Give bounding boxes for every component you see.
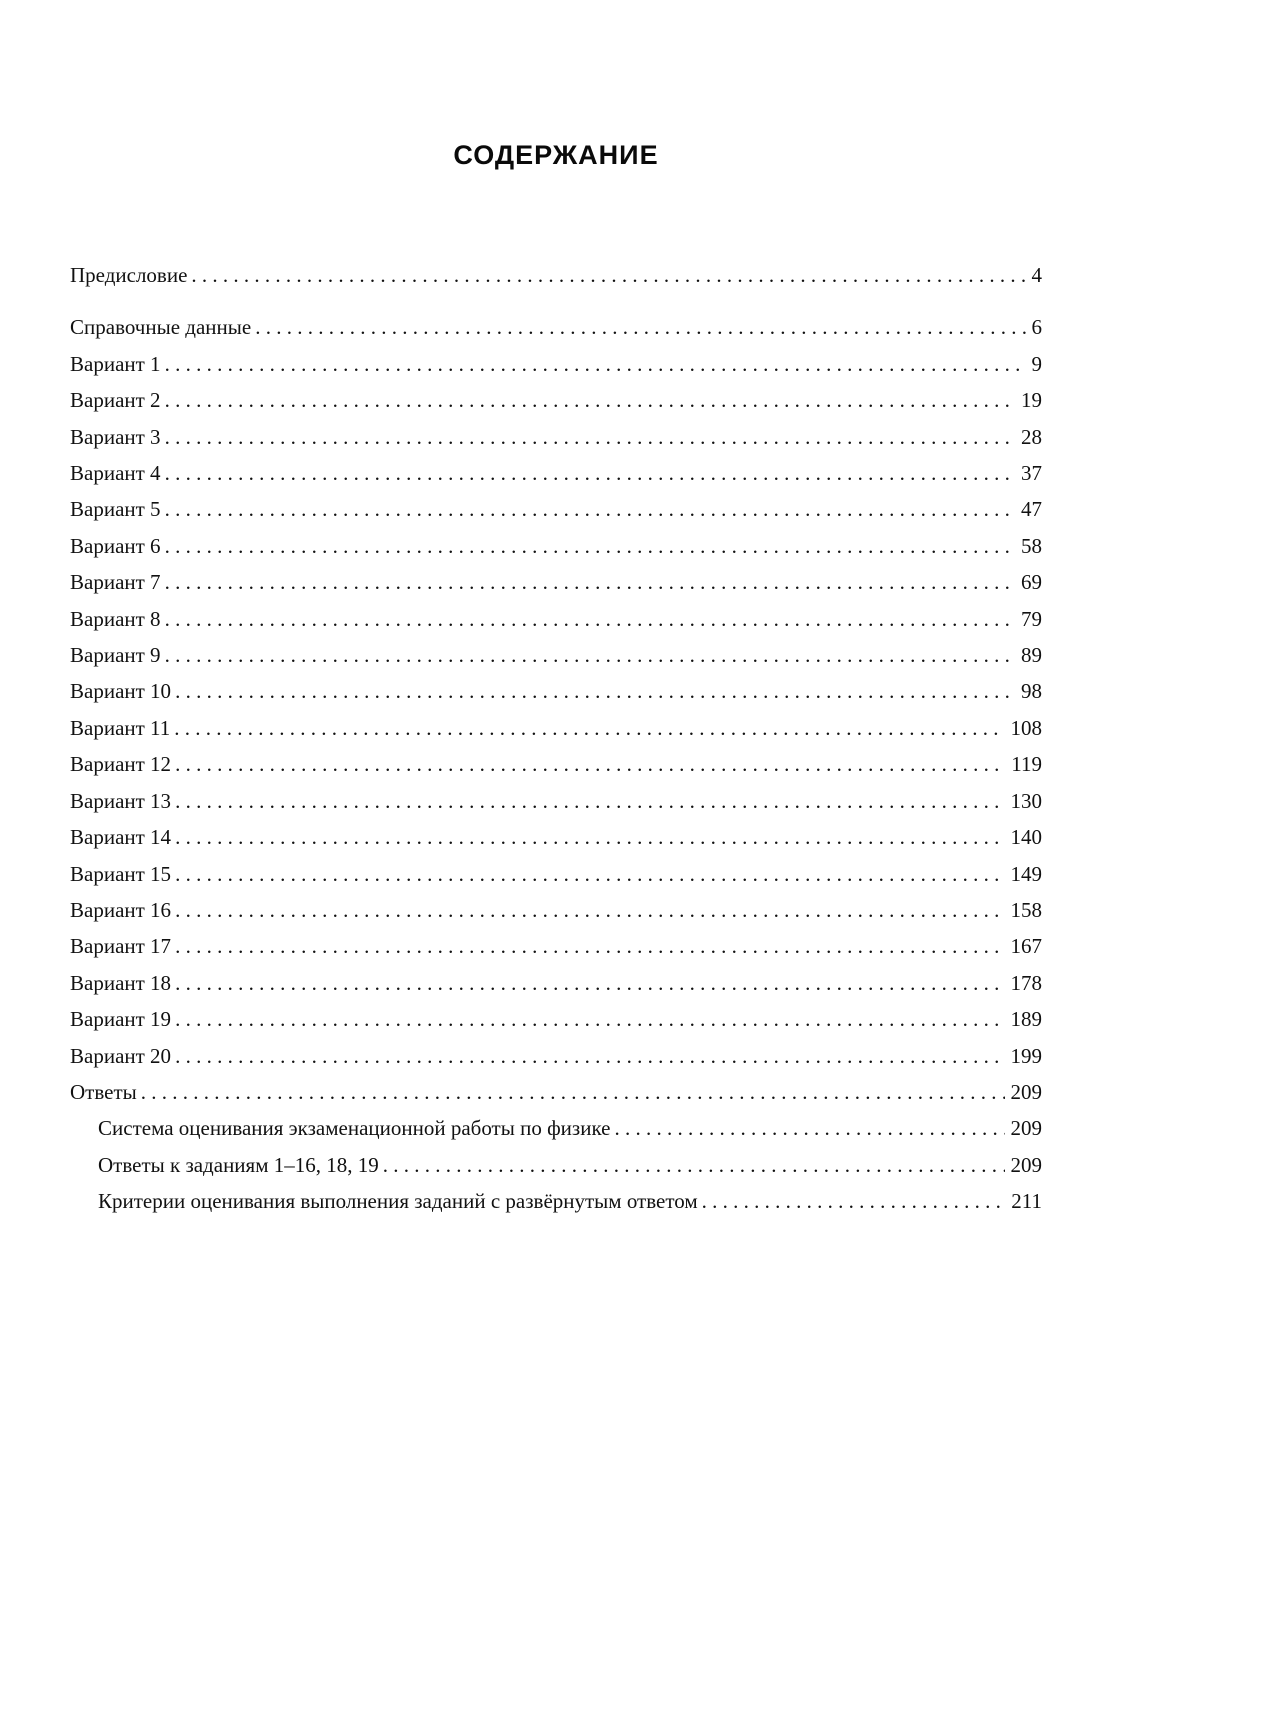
dot-leader [165,564,1015,600]
dot-leader [175,1038,1004,1074]
dot-leader [175,928,1004,964]
toc-entry [70,1074,1042,1110]
dot-leader [191,257,1025,293]
toc-entry-page: 209 [1010,1116,1042,1141]
toc-entry-page: 149 [1010,861,1042,886]
dot-leader [175,783,1004,819]
toc-entry-label: Ответы [70,1079,137,1104]
toc-entry-label: Вариант 14 [70,825,172,850]
dot-leader [165,637,1015,673]
toc-entry-page: 211 [1011,1189,1042,1214]
toc-entry-page: 6 [1031,315,1042,340]
table-of-contents [70,257,1042,1220]
toc-entry [70,783,1042,819]
toc-entry-label: Критерии оценивания выполнения заданий с развёрнутым ответом [98,1189,698,1214]
toc-entry [70,346,1042,382]
toc-entry-label: Система оценивания экзаменационной работы по физике [98,1116,611,1141]
toc-entry [70,928,1042,964]
toc-entry-label: Вариант 2 [70,388,161,413]
toc-entry-label: Вариант 9 [70,643,161,668]
toc-entry [70,382,1042,418]
toc-entry [70,601,1042,637]
toc-entry-page: 199 [1010,1043,1042,1068]
toc-entry-page: 209 [1010,1152,1042,1177]
toc-entry [70,819,1042,855]
toc-entry-label: Справочные данные [70,315,252,340]
toc-entry-page: 4 [1031,263,1042,287]
page-title: СОДЕРЖАНИЕ [453,140,659,170]
toc-entry [70,455,1042,491]
toc-entry-page: 130 [1010,788,1042,813]
toc-entry-page: 167 [1010,934,1042,959]
toc-entry [70,746,1042,782]
toc-entry [70,673,1042,709]
toc-entry-page: 140 [1010,825,1042,850]
toc-entry [70,856,1042,892]
toc-entry-page: 108 [1010,715,1042,740]
toc-entry-page: 89 [1021,643,1042,668]
dot-leader [174,710,1004,746]
toc-entry [70,528,1042,564]
dot-leader [175,673,1015,709]
toc-entry-page: 19 [1021,388,1042,413]
dot-leader [165,346,1026,382]
toc-entry-page: 28 [1021,424,1042,449]
toc-entry [70,892,1042,928]
toc-entry [70,1147,1042,1183]
toc-entry-label: Вариант 19 [70,1007,172,1032]
toc-entry-page: 158 [1010,897,1042,922]
dot-leader [165,491,1015,527]
toc-entry-page: 98 [1021,679,1042,704]
dot-leader [141,1074,1005,1110]
toc-entry-label: Вариант 8 [70,606,161,631]
toc-entry [70,1038,1042,1074]
toc-entry-page: 69 [1021,570,1042,595]
toc-entry [70,965,1042,1001]
toc-entry-label: Вариант 6 [70,533,161,558]
dot-leader [175,892,1004,928]
toc-entry [70,491,1042,527]
toc-entry-page: 189 [1010,1007,1042,1032]
toc-entry-page: 37 [1021,461,1042,486]
dot-leader [165,528,1015,564]
toc-entry [70,637,1042,673]
toc-entry [70,257,1042,293]
toc-entry-label: Вариант 13 [70,788,172,813]
toc-entry-label: Вариант 3 [70,424,161,449]
toc-entry [70,1001,1042,1037]
toc-entry [70,564,1042,600]
toc-entry [70,309,1042,345]
toc-entry-label: Вариант 20 [70,1043,172,1068]
toc-entry-label: Ответы к заданиям 1–16, 18, 19 [98,1152,379,1177]
toc-entry-label: Предисловие [70,263,188,287]
toc-entry-label: Вариант 18 [70,970,172,995]
toc-entry-label: Вариант 12 [70,752,172,777]
dot-leader [175,965,1004,1001]
toc-entry-page: 47 [1021,497,1042,522]
toc-entry-label: Вариант 16 [70,897,172,922]
toc-entry-label: Вариант 7 [70,570,161,595]
toc-entry [70,419,1042,455]
dot-leader [383,1147,1005,1183]
dot-leader [165,455,1015,491]
dot-leader [165,382,1015,418]
toc-entry [70,710,1042,746]
toc-entry-page: 119 [1011,752,1042,777]
toc-entry-label: Вариант 17 [70,934,172,959]
dot-leader [175,746,1005,782]
dot-leader [175,856,1004,892]
dot-leader [255,309,1025,345]
toc-entry-page: 9 [1031,351,1042,376]
dot-leader [175,819,1004,855]
dot-leader [614,1110,1004,1146]
toc-entry-label: Вариант 5 [70,497,161,522]
dot-leader [165,601,1015,637]
toc-entry-page: 178 [1010,970,1042,995]
dot-leader [165,419,1015,455]
toc-entry-label: Вариант 1 [70,351,161,376]
toc-entry [70,1183,1042,1219]
dot-leader [175,1001,1004,1037]
toc-entry-page: 209 [1010,1079,1042,1104]
toc-entry [70,1110,1042,1146]
toc-entry-page: 58 [1021,533,1042,558]
dot-leader [702,1183,1006,1219]
toc-entry-label: Вариант 10 [70,679,172,704]
toc-entry-label: Вариант 4 [70,461,161,486]
toc-entry-label: Вариант 15 [70,861,172,886]
toc-entry-label: Вариант 11 [70,715,171,740]
toc-entry-page: 79 [1021,606,1042,631]
